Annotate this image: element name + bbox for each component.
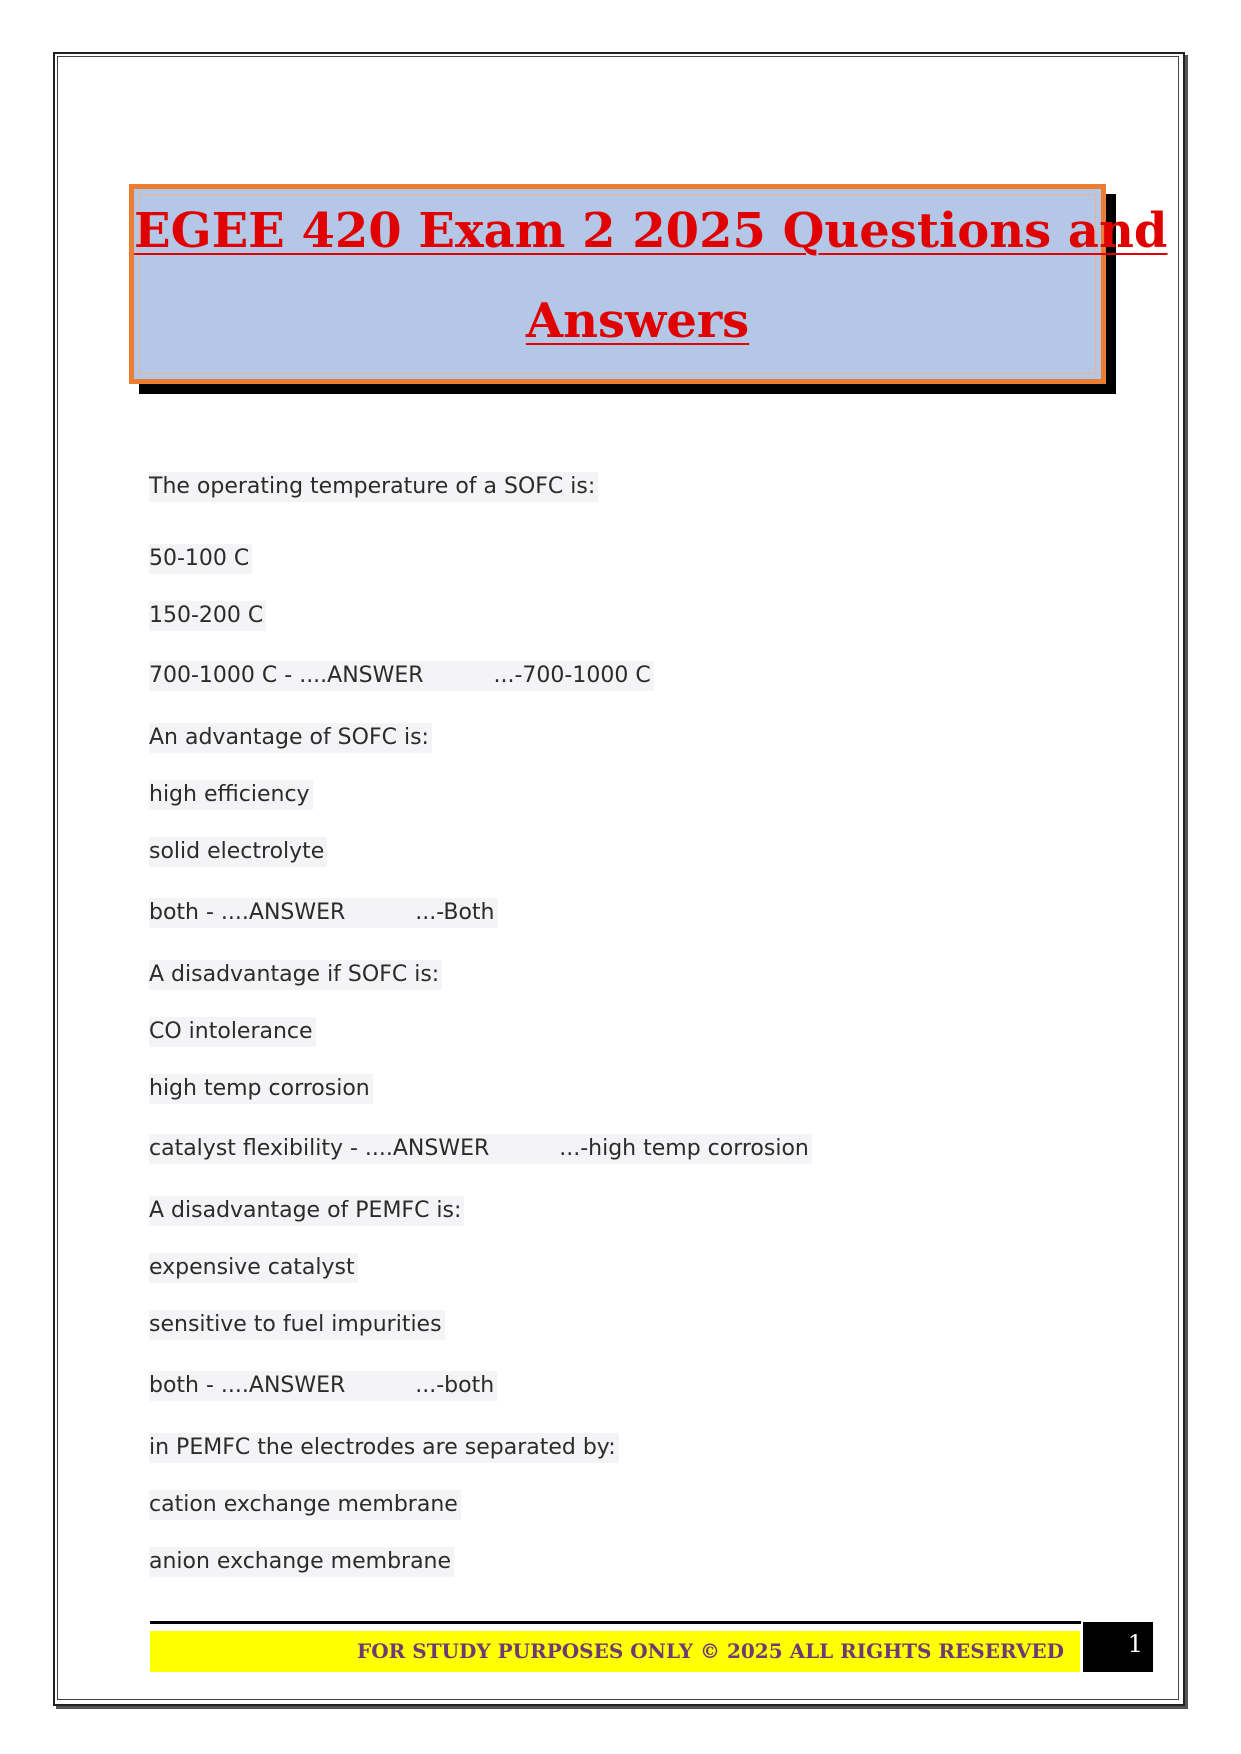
question-text: A disadvantage if SOFC is: bbox=[149, 960, 442, 990]
question-text: in PEMFC the electrodes are separated by: bbox=[149, 1433, 619, 1463]
title-box bbox=[129, 184, 1168, 384]
answer-option: cation exchange membrane bbox=[149, 1490, 461, 1520]
answer-key-line: both - ....ANSWER ...-Both bbox=[149, 898, 498, 928]
document-title-line-2: Answers bbox=[525, 293, 750, 349]
footer-rule bbox=[150, 1621, 1081, 1624]
answer-option: sensitive to fuel impurities bbox=[149, 1310, 445, 1340]
answer-option: CO intolerance bbox=[149, 1017, 316, 1047]
footer-copyright-text: FOR STUDY PURPOSES ONLY © 2025 ALL RIGHTS RESERVED bbox=[357, 1639, 1064, 1663]
answer-option: high temp corrosion bbox=[149, 1074, 373, 1104]
question-text: An advantage of SOFC is: bbox=[149, 723, 432, 753]
question-text: The operating temperature of a SOFC is: bbox=[149, 472, 598, 502]
answer-option: high efficiency bbox=[149, 780, 313, 810]
page-number: 1 bbox=[1127, 1630, 1143, 1658]
page-number-box bbox=[1083, 1622, 1153, 1672]
answer-option: expensive catalyst bbox=[149, 1253, 358, 1283]
footer-band bbox=[150, 1631, 1080, 1672]
answer-key-line: both - ....ANSWER ...-both bbox=[149, 1371, 497, 1401]
answer-option: anion exchange membrane bbox=[149, 1547, 454, 1577]
answer-option: 50-100 C bbox=[149, 544, 252, 574]
answer-option: solid electrolyte bbox=[149, 837, 327, 867]
document-title-line-1: EGEE 420 Exam 2 2025 Questions and bbox=[134, 203, 1168, 259]
answer-key-line: catalyst flexibility - ....ANSWER ...-high temp corrosion bbox=[149, 1134, 812, 1164]
answer-option: 150-200 C bbox=[149, 601, 266, 631]
question-text: A disadvantage of PEMFC is: bbox=[149, 1196, 464, 1226]
answer-key-line: 700-1000 C - ....ANSWER ...-700-1000 C bbox=[149, 661, 654, 691]
